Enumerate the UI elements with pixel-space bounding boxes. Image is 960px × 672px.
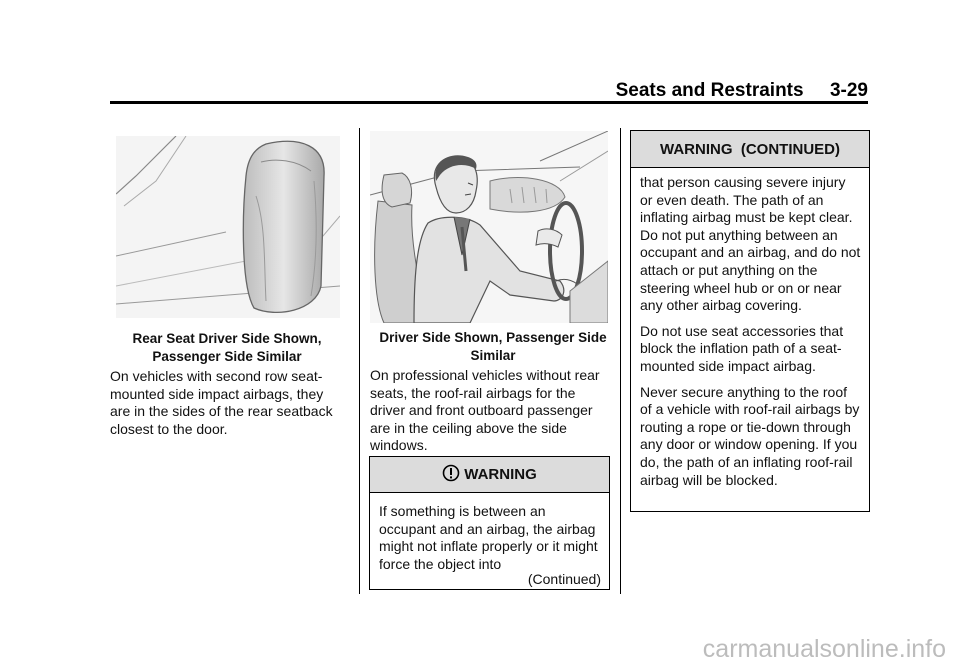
warning-title: WARNING	[464, 466, 537, 483]
warning-continued-title: WARNING (CONTINUED)	[660, 140, 840, 158]
warning-continued-header	[631, 131, 869, 168]
warning-text: If something is between an occupant and an airbag, the airbag might not inflate properly or it might force the object into	[379, 503, 598, 572]
warning-paragraph-2: Do not use seat accessories that block the inflation path of a seat-mounted side impact airbag.	[640, 322, 844, 374]
column-divider-1	[359, 128, 360, 594]
watermark-text: carmanualsonline.info	[702, 635, 946, 663]
warning-paragraph-3: Never secure anything to the roof of a vehicle with roof-rail airbags by routing a rope or tie-down through any door or window opening. If you do, the path of an inflating roof-rail airbag will be blocked.	[640, 383, 860, 488]
warning-continued-box	[630, 130, 870, 512]
driver-airbag-illustration	[370, 131, 608, 323]
warning-paragraph-1: that person causing severe injury or even death. The path of an inflating airbag must be kept clear. Do not put anything between an occupant and an airbag, and do not attach or put anything on the steering wheel hub or on or near any other airbag covering.	[640, 174, 861, 314]
column-divider-2	[620, 128, 621, 594]
warning-header	[370, 457, 609, 493]
seat-airbag-drawing	[116, 136, 340, 318]
driver-airbag-drawing	[370, 131, 608, 323]
continued-label: (Continued)	[527, 571, 601, 588]
warning-box	[369, 456, 610, 590]
page-header-title: Seats and Restraints 3-29	[615, 80, 868, 101]
header-rule	[110, 101, 868, 104]
seat-airbag-illustration	[116, 136, 340, 318]
roof-rail-airbag-text: On professional vehicles without rear seats, the roof-rail airbags for the driver and front outboard passenger are in the ceiling above the side windows.	[370, 367, 600, 454]
figure-caption-driver-side: Driver Side Shown, Passenger Side Similar	[379, 330, 607, 363]
alert-icon	[442, 464, 460, 486]
figure-caption-rear-seat: Rear Seat Driver Side Shown, Passenger Side Similar	[132, 331, 322, 364]
rear-seat-airbag-text: On vehicles with second row seat-mounted side impact airbags, they are in the sides of the rear seatback closest to the door.	[110, 368, 333, 437]
